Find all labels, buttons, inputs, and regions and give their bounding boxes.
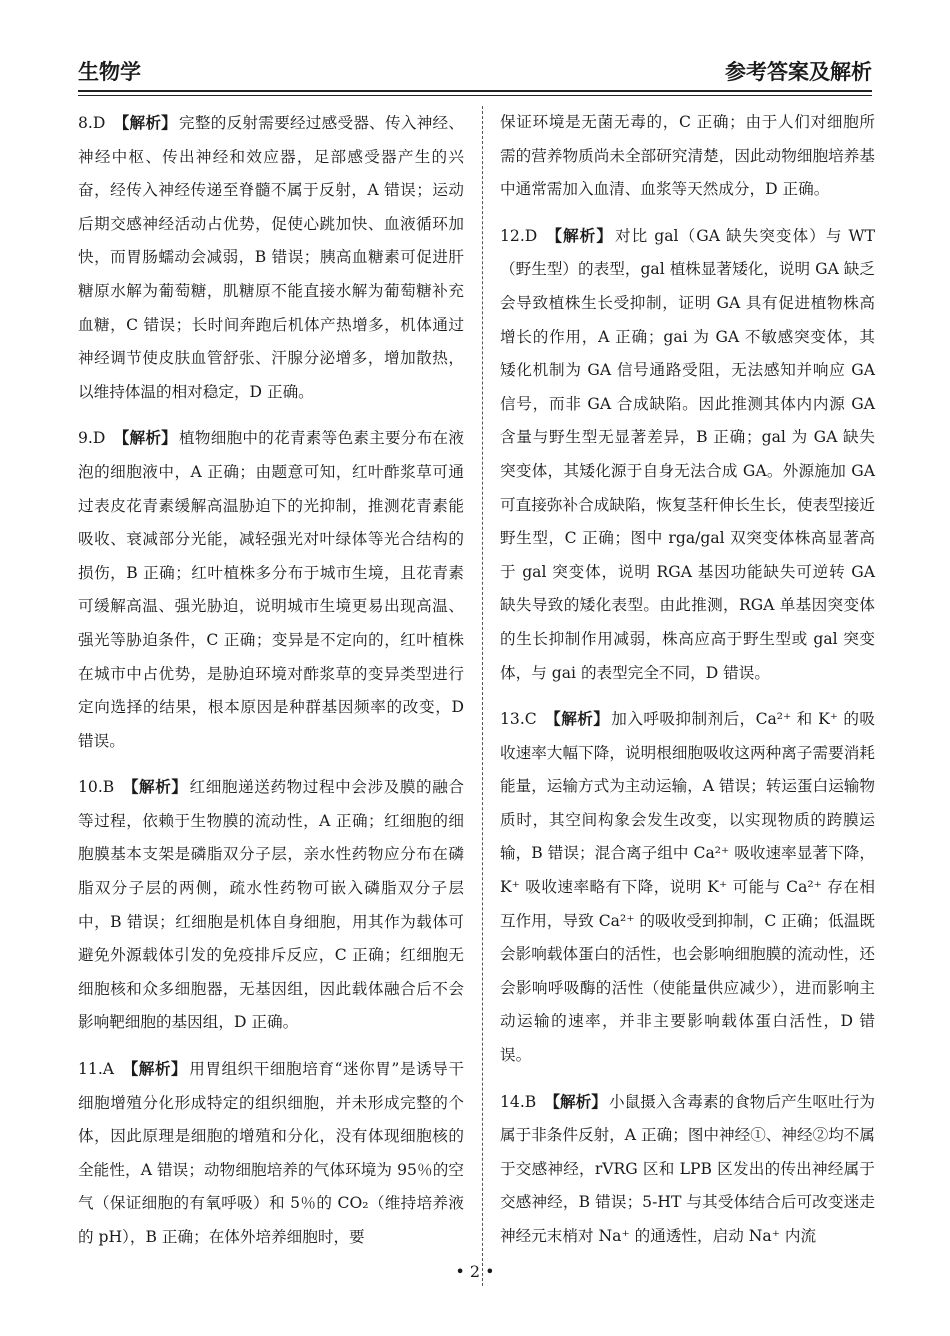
answer-item-13 [500,702,875,1073]
analysis-text: 对比 gal（GA 缺失突变体）与 WT（野生型）的表型，gal 植株显著矮化，说明 GA 缺乏会导致植株生长受抑制，证明 GA 具有促进植物株高增长的作用，A 正确；gai 为 GA 不敏感突变体，其矮化机制为 GA 信号通路受阻，无法感知并响应 GA 信号，而非 GA 合成缺陷。因此推测其体内内源 GA 含量与野生型无显著差异，B 正确；gal 为 GA 缺失突变体，其矮化源于自身无法合成 GA。外源施加 GA 可直接弥补合成缺陷，恢复茎秆伸长生长，使表型接近野生型，C 正确；图中 rga/gal 双突变体株高显著高于 gal 突变体，说明 RGA 基因功能缺失可逆转 GA 缺失导致的矮化表型。由此推测，RGA 单基因突变体的生长抑制作用减弱，株高应高于野生型或 gal 突变体，与 gai 的表型完全不同，D 错误。 [500,226,875,682]
subject-title: 生物学 [78,59,141,84]
page-header [78,58,872,92]
analysis-text: 小鼠摄入含毒素的食物后产生呕吐行为属于非条件反射，A 正确；图中神经①、神经②均不属于交感神经，rVRG 区和 LPB 区发出的传出神经属于交感神经，B 错误；5-HT 与其受体结合后可改变迷走神经元末梢对 Na⁺ 的通透性，启动 Na⁺ 内流 [500,1092,875,1245]
answer-number: 14.B [500,1092,537,1111]
analysis-label: 【解析】 [113,113,178,132]
left-column [78,106,464,1267]
answer-item-9 [78,421,464,758]
answer-number: 12.D [500,226,538,245]
analysis-text: 加入呼吸抑制剂后，Ca²⁺ 和 K⁺ 的吸收速率大幅下降，说明根细胞吸收这两种离子需要消耗能量，运输方式为主动运输，A 错误；转运蛋白运输物质时，其空间构象会发生改变，以实现物质的跨膜运输，B 错误；混合离子组中 Ca²⁺ 吸收速率显著下降，K⁺ 吸收速率略有下降，说明 K⁺ 可能与 Ca²⁺ 存在相互作用，导致 Ca²⁺ 的吸收受到抑制，C 正确；低温既会影响载体蛋白的活性，也会影响细胞膜的流动性，还会影响呼吸酶的活性（使能量供应减少），进而影响主动运输的速率，并非主要影响载体蛋白活性，D 错误。 [500,710,875,1065]
analysis-text: 完整的反射需要经过感受器、传入神经、神经中枢、传出神经和效应器，足部感受器产生的兴奋，经传入神经传递至脊髓不属于反射，A 错误；运动后期交感神经活动占优势，促使心跳加快、血液循环加快，而胃肠蠕动会减弱，B 错误；胰高血糖素可促进肝糖原水解为葡萄糖，肌糖原不能直接水解为葡萄糖补充血糖，C 错误；长时间奔跑后机体产热增多，机体通过神经调节使皮肤血管舒张、汗腺分泌增多，增加散热，以维持体温的相对稳定，D 正确。 [78,114,464,401]
answer-item-8 [78,106,464,409]
answer-item-12 [500,219,875,690]
analysis-label: 【解析】 [544,1091,607,1111]
analysis-label: 【解析】 [545,225,613,245]
answer-item-11 [78,1052,464,1255]
right-column [500,106,875,1266]
answer-number: 8.D [78,114,106,132]
header-rule-thick [78,90,872,92]
analysis-text: 用胃组织干细胞培育“迷你胃”是诱导干细胞增殖分化形成特定的组织细胞，并未形成完整的个体，因此原理是细胞的增殖和分化，没有体现细胞核的全能性，A 错误；动物细胞培养的气体环境为 95％的空气（保证细胞的有氧呼吸）和 5％的 CO₂（维持培养液的 pH），B 正确；在体外培养细胞时，要 [78,1060,464,1246]
header-rule-thin [78,95,872,96]
analysis-label: 【解析】 [122,1059,188,1079]
analysis-text: 红细胞递送药物过程中会涉及膜的融合等过程，依赖于生物膜的流动性，A 正确；红细胞的细胞膜基本支架是磷脂双分子层，亲水性药物应分布在磷脂双分子层的两侧，疏水性药物可嵌入磷脂双分子层中，B 错误；红细胞是机体自身细胞，用其作为载体可避免外源载体引发的免疫排斥反应，C 正确；红细胞无细胞核和众多细胞器，无基因组，因此载体融合后不会影响靶细胞的基因组，D 正确。 [78,778,464,1032]
section-title: 参考答案及解析 [725,59,872,84]
analysis-text: 保证环境是无菌无毒的，C 正确；由于人们对细胞所需的营养物质尚未全部研究清楚，因此动物细胞培养基中通常需加入血清、血浆等天然成分，D 正确。 [500,113,875,199]
answer-number: 10.B [78,778,115,797]
answer-number: 9.D [78,429,106,448]
answer-item-10 [78,770,464,1040]
analysis-label: 【解析】 [544,709,610,729]
analysis-label: 【解析】 [113,428,178,448]
answer-item-11-continued [500,106,875,207]
answer-number: 11.A [78,1060,115,1079]
analysis-label: 【解析】 [122,777,188,797]
column-divider [482,106,483,1286]
page-number: • 2 • [455,1262,495,1281]
answer-number: 13.C [500,710,537,729]
answer-item-14 [500,1085,875,1254]
analysis-text: 植物细胞中的花青素等色素主要分布在液泡的细胞液中，A 正确；由题意可知，红叶酢浆草可通过表皮花青素缓解高温胁迫下的光抑制，推测花青素能吸收、衰减部分光能，减轻强光对叶绿体等光合结构的损伤，B 正确；红叶植株多分布于城市生境，且花青素可缓解高温、强光胁迫，说明城市生境更易出现高温、强光等胁迫条件，C 正确；变异是不定向的，红叶植株在城市中占优势，是胁迫环境对酢浆草的变异类型进行定向选择的结果，根本原因是种群基因频率的改变，D 错误。 [78,429,464,750]
